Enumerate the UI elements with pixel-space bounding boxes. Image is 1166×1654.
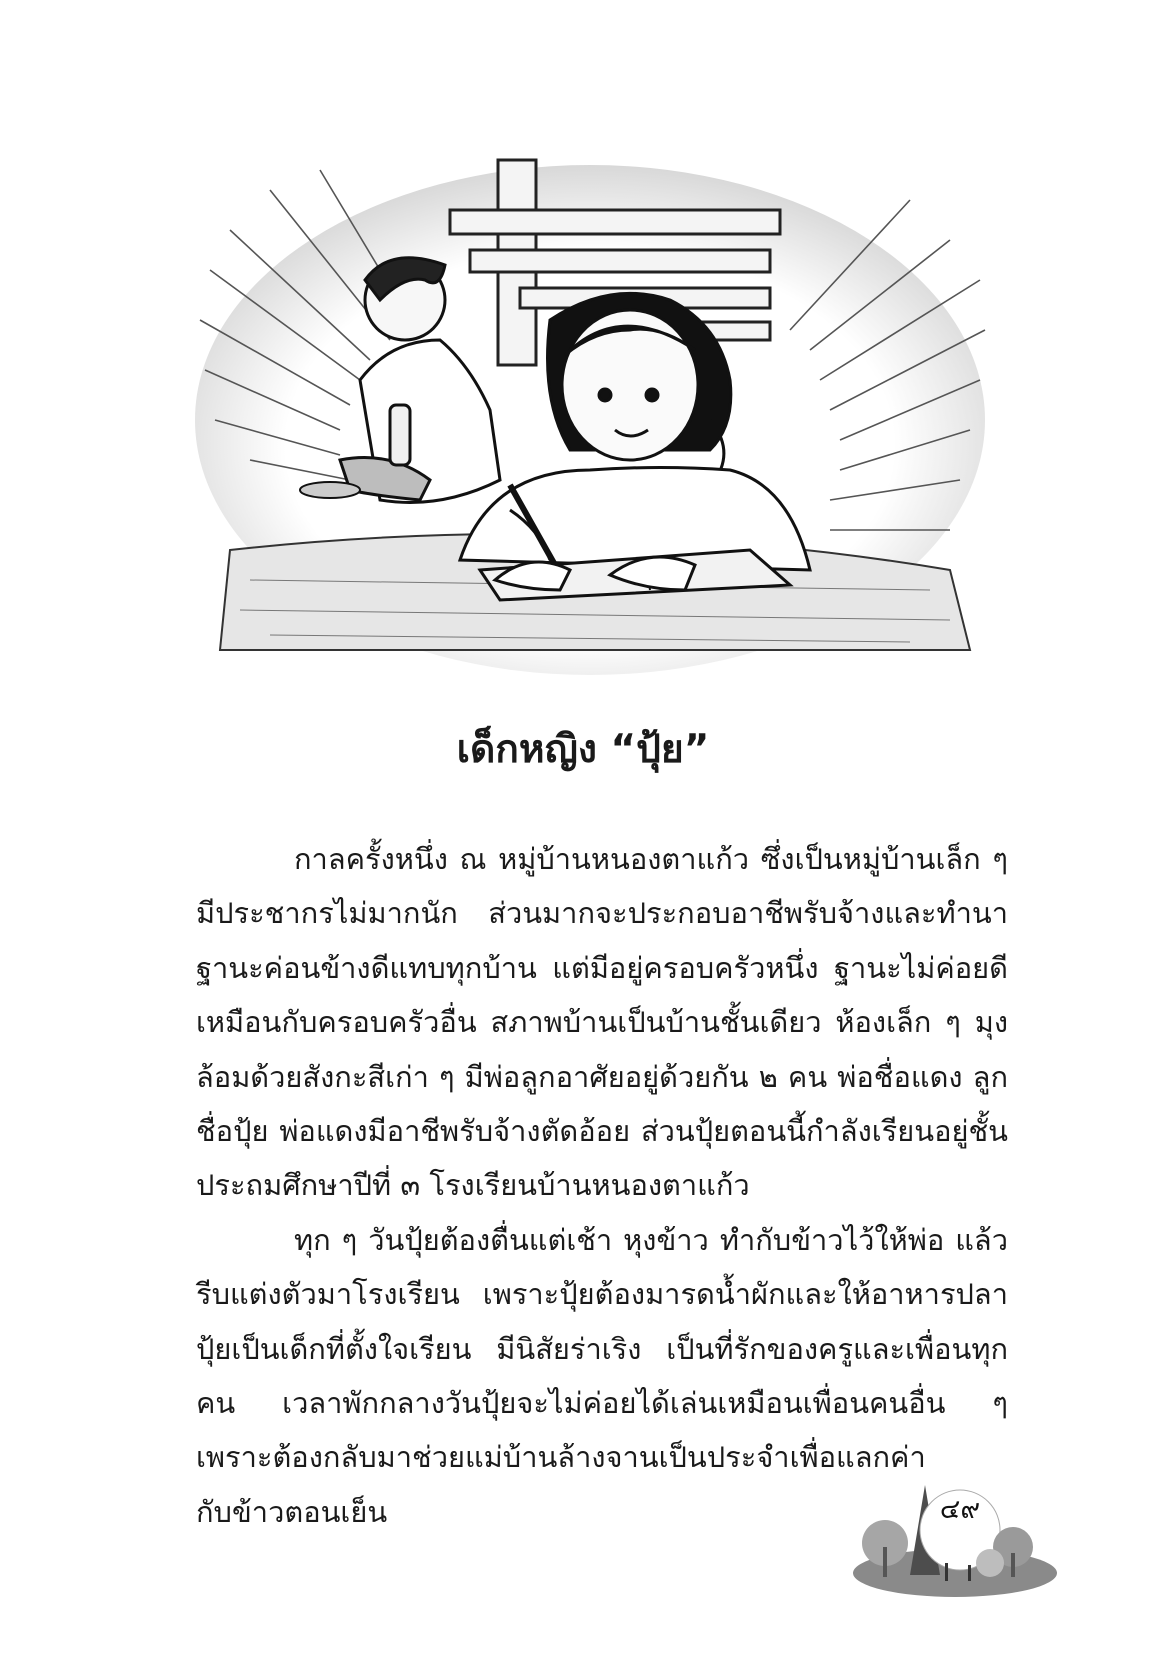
page-number: ๔๙	[939, 1494, 981, 1525]
story-title: เด็กหญิง “ปุ้ย”	[456, 727, 710, 772]
story-paragraph-1: กาลครั้งหนึ่ง ณ หมู่บ้านหนองตาแก้ว ซึ่งเป็นหมู่บ้านเล็ก ๆ มีประชากรไม่มากนัก ส่วนมากจะประกอบอาชีพรับจ้างและทำนา ฐานะค่อนข้างดีแทบทุกบ้าน แต่มีอยู่ครอบครัวหนึ่ง ฐานะไม่ค่อยดีเหมือนกับครอบครัวอื่น สภาพบ้านเป็นบ้านชั้นเดียว ห้องเล็ก ๆ มุงล้อมด้วยสังกะสีเก่า ๆ มีพ่อลูกอาศัยอยู่ด้วยกัน ๒ คน พ่อชื่อแดง ลูกชื่อปุ้ย พ่อแดงมีอาชีพรับจ้างตัดอ้อย ส่วนปุ้ยตอนนี้กำลังเรียนอยู่ชั้นประถมศึกษาปีที่ ๓ โรงเรียนบ้านหนองตาแก้ว	[196, 842, 1008, 1203]
story-body	[196, 832, 1008, 1539]
reading-girl-illustration	[190, 150, 990, 680]
story-paragraph-2: ทุก ๆ วันปุ้ยต้องตื่นแต่เช้า หุงข้าว ทำกับข้าวไว้ให้พ่อ แล้วรีบแต่งตัวมาโรงเรียน เพราะปุ้ยต้องมารดน้ำผักและให้อาหารปลา ปุ้ยเป็นเด็กที่ตั้งใจเรียน มีนิสัยร่าเริง เป็นที่รักของครูและเพื่อนทุกคน เวลาพักกลางวันปุ้ยจะไม่ค่อยได้เล่นเหมือนเพื่อนคนอื่น ๆ เพราะต้องกลับมาช่วยแม่บ้านล้างจานเป็นประจำเพื่อแลกค่ากับข้าวตอนเย็น	[196, 1222, 1008, 1529]
